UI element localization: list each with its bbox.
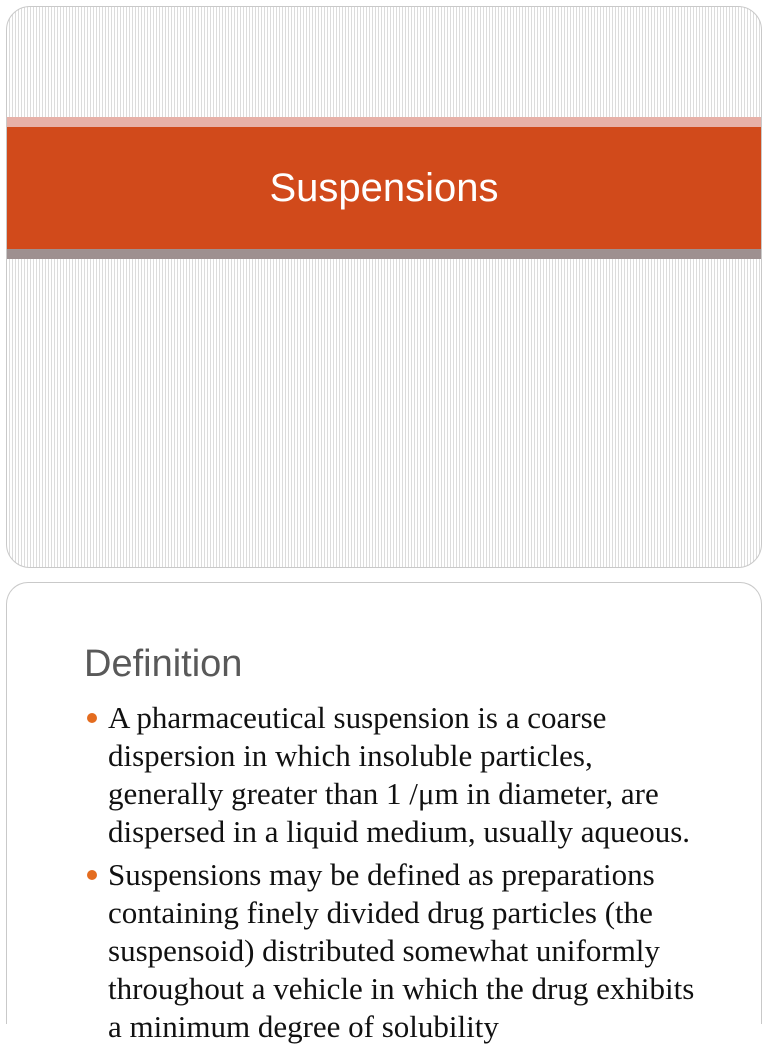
- bullet-line: dispersion in which insoluble particles,: [108, 738, 593, 773]
- bullet-line: generally greater than 1 /μm in diameter, are: [108, 776, 659, 811]
- bullet-line: Suspensions may be defined as preparations: [108, 857, 655, 892]
- bullet-dot-icon: [87, 713, 97, 723]
- accent-band-bottom: [7, 249, 761, 259]
- bullet-item: [87, 699, 747, 851]
- slide-heading: Definition: [84, 643, 243, 685]
- bullet-line: A pharmaceutical suspension is a coarse: [108, 700, 607, 735]
- definition-slide: [6, 582, 762, 1044]
- title-slide: [6, 6, 762, 568]
- bullet-line: throughout a vehicle in which the drug exhibits: [108, 971, 695, 1006]
- bullet-line: suspensoid) distributed somewhat uniformly: [108, 933, 660, 968]
- bullet-dot-icon: [87, 870, 97, 880]
- accent-band-top: [7, 117, 761, 127]
- title-band: [7, 127, 761, 249]
- slide-title: Suspensions: [269, 166, 499, 210]
- bullet-line: dispersed in a liquid medium, usually aqueous.: [108, 814, 691, 849]
- bullet-list: [87, 699, 747, 1044]
- bullet-item: [87, 856, 747, 1044]
- bullet-line: containing finely divided drug particles (the: [108, 895, 653, 930]
- bullet-line: a minimum degree of solubility: [108, 1009, 499, 1044]
